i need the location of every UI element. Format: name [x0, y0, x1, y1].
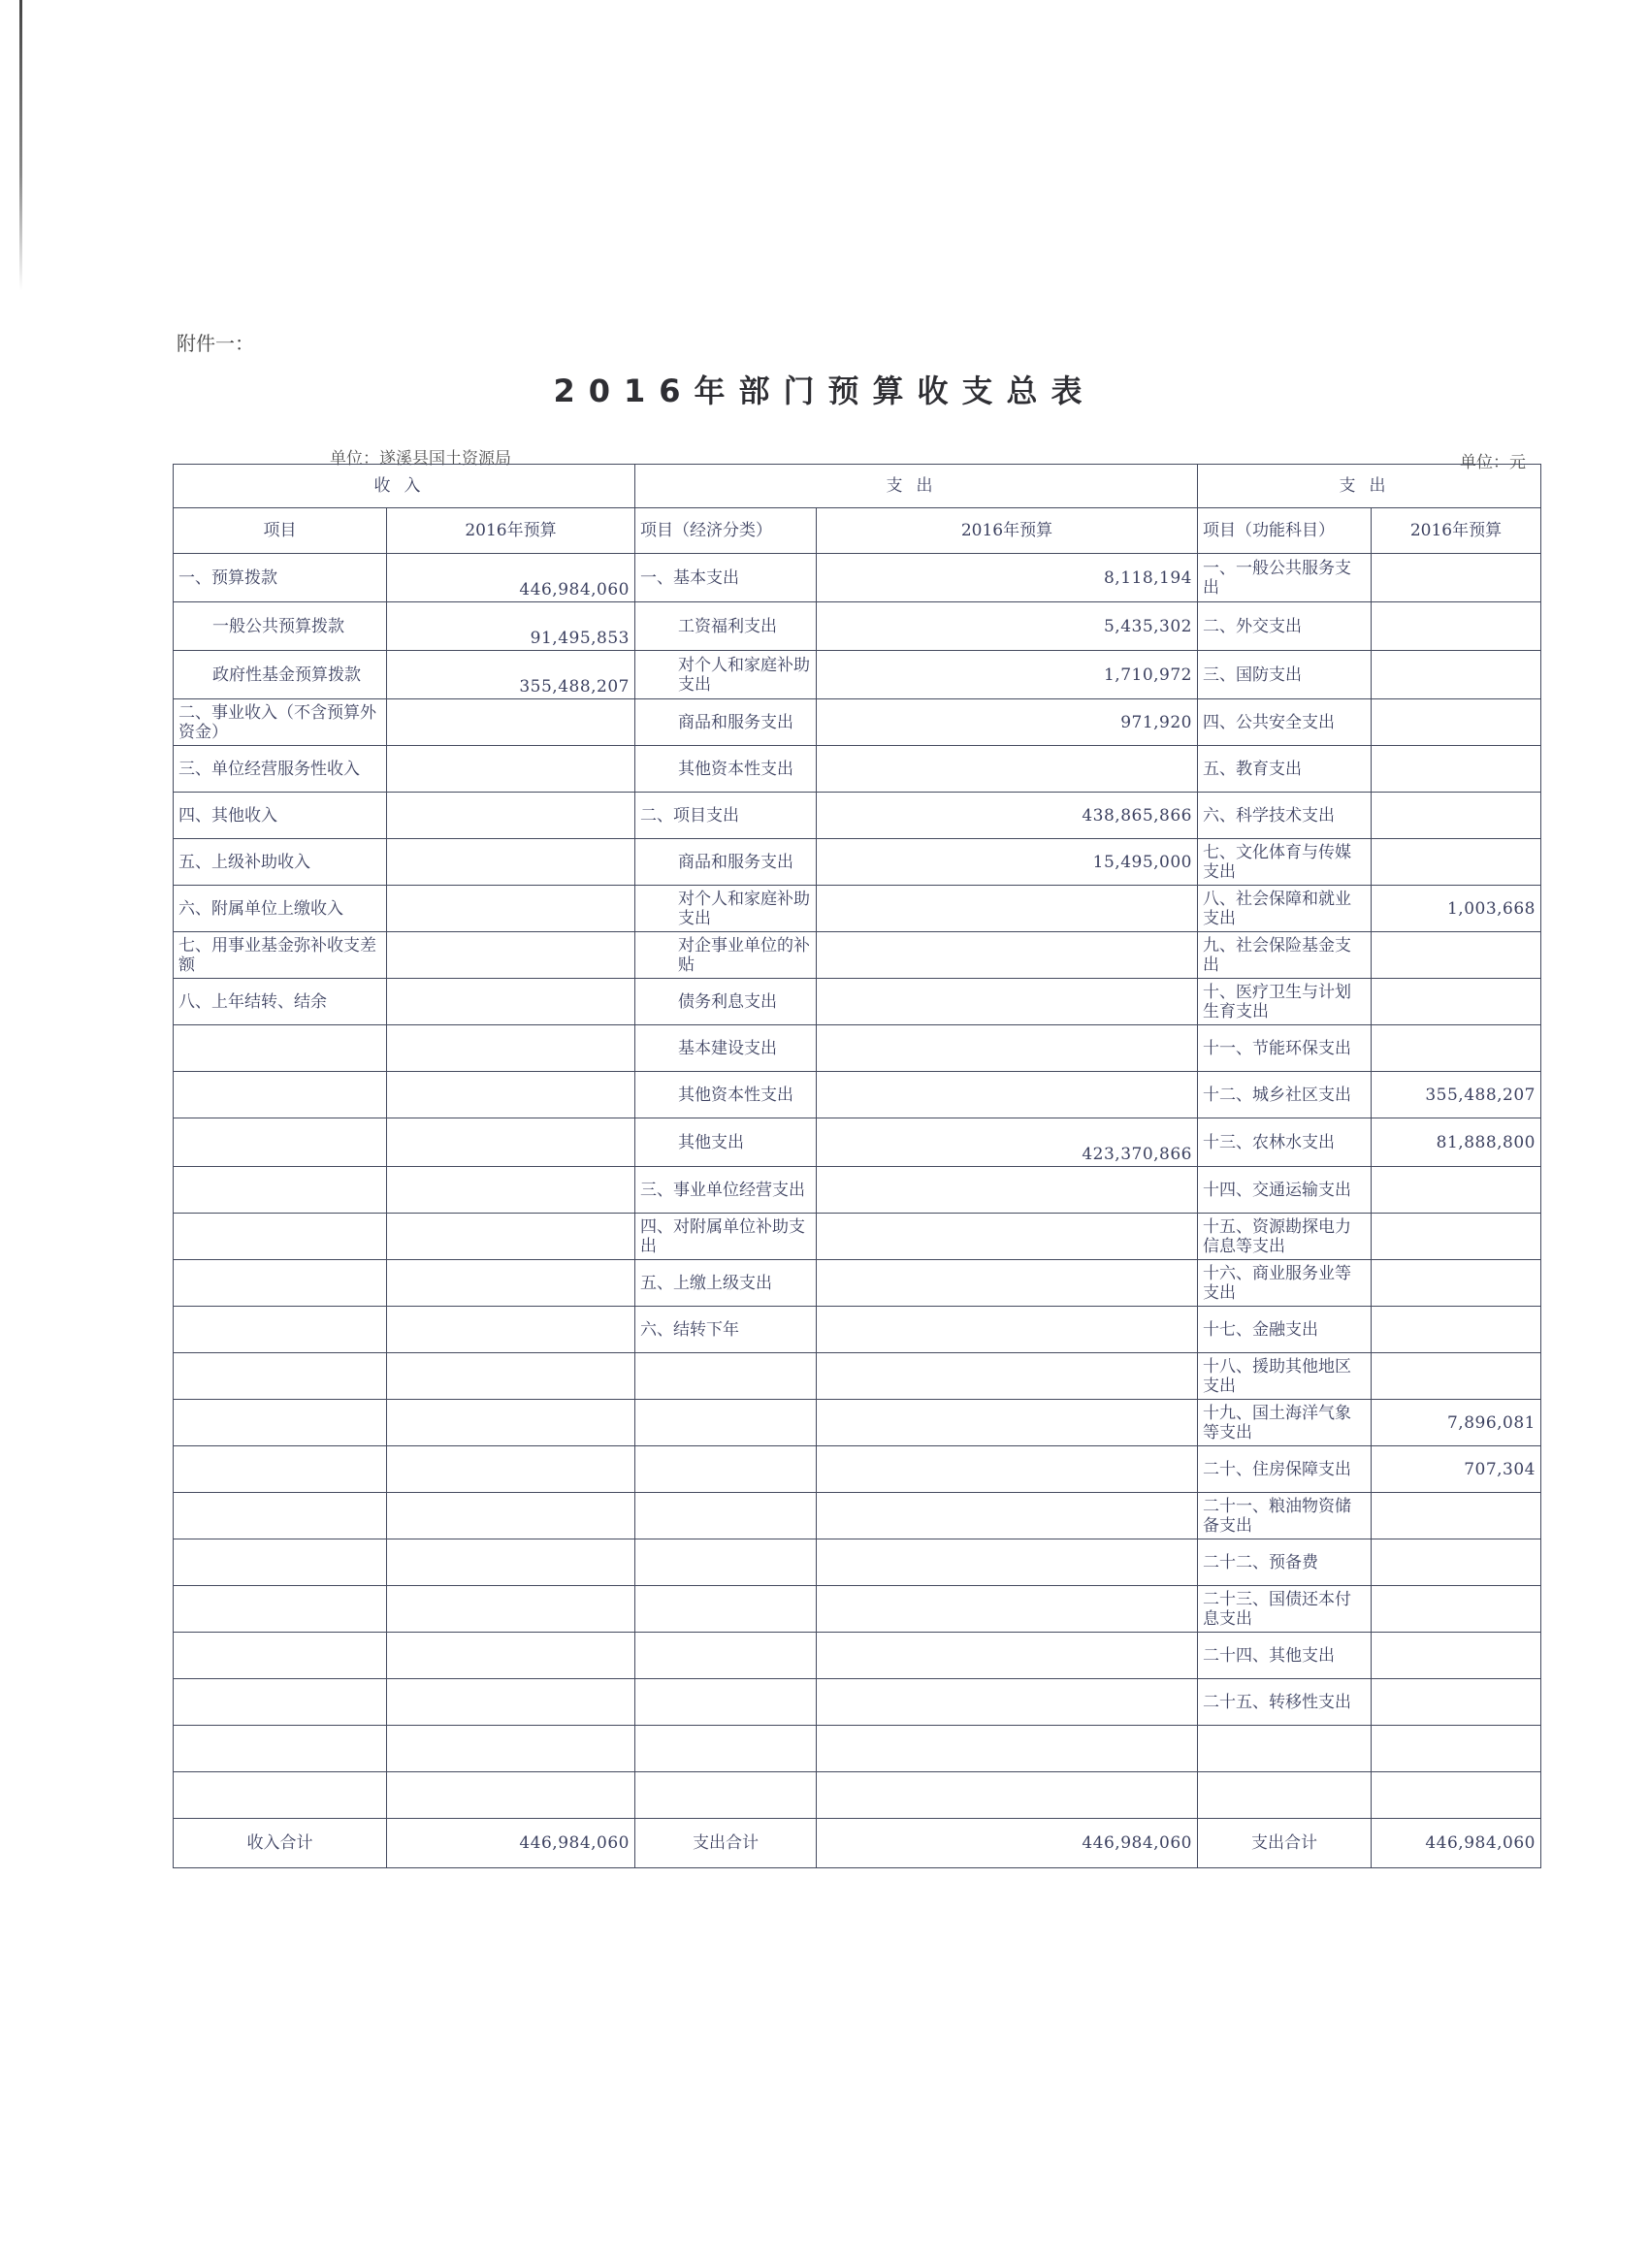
func-item-cell: 十一、节能环保支出 — [1198, 1025, 1372, 1072]
func-item-cell — [1198, 1726, 1372, 1772]
econ-budget-cell — [817, 1307, 1198, 1353]
table-row — [174, 1586, 1541, 1633]
income-budget-cell — [387, 932, 635, 979]
func-budget-cell — [1372, 839, 1541, 886]
table-row — [174, 1260, 1541, 1307]
attachment-label: 附件一： — [177, 332, 254, 355]
econ-item-cell: 二、项目支出 — [635, 793, 817, 839]
func-item-cell: 三、国防支出 — [1198, 651, 1372, 699]
econ-item-cell — [635, 1726, 817, 1772]
table-row — [174, 746, 1541, 793]
func-budget-cell — [1372, 793, 1541, 839]
table-row — [174, 1025, 1541, 1072]
func-item-cell — [1198, 1772, 1372, 1819]
income-budget-cell — [387, 1353, 635, 1400]
income-item-cell — [174, 1726, 387, 1772]
func-budget-cell — [1372, 554, 1541, 602]
income-budget-cell — [387, 1539, 635, 1586]
budget-table — [173, 464, 1541, 1868]
col-income-item: 项目 — [174, 508, 387, 554]
income-budget-cell — [387, 1118, 635, 1167]
income-budget-cell — [387, 1493, 635, 1539]
table-row — [174, 1772, 1541, 1819]
econ-budget-cell — [817, 1214, 1198, 1260]
income-item-cell — [174, 1072, 387, 1118]
func-total-label: 支出合计 — [1198, 1819, 1372, 1868]
func-budget-cell — [1372, 1586, 1541, 1633]
col-func-item: 项目（功能科目） — [1198, 508, 1372, 554]
col-econ-budget: 2016年预算 — [817, 508, 1198, 554]
econ-item-cell: 四、对附属单位补助支出 — [635, 1214, 817, 1260]
econ-budget-cell: 971,920 — [817, 699, 1198, 746]
econ-budget-cell — [817, 1167, 1198, 1214]
econ-budget-cell: 5,435,302 — [817, 602, 1198, 651]
econ-budget-cell — [817, 1539, 1198, 1586]
totals-row — [174, 1819, 1541, 1868]
income-total-value: 446,984,060 — [387, 1819, 635, 1868]
income-budget-cell: 446,984,060 — [387, 554, 635, 602]
func-budget-cell — [1372, 1493, 1541, 1539]
func-budget-cell — [1372, 651, 1541, 699]
econ-budget-cell — [817, 1446, 1198, 1493]
income-budget-cell — [387, 1260, 635, 1307]
econ-item-cell: 对个人和家庭补助支出 — [635, 886, 817, 932]
income-item-cell: 八、上年结转、结余 — [174, 979, 387, 1025]
table-row — [174, 886, 1541, 932]
func-budget-cell: 355,488,207 — [1372, 1072, 1541, 1118]
econ-budget-cell — [817, 746, 1198, 793]
func-item-cell: 七、文化体育与传媒支出 — [1198, 839, 1372, 886]
table-row — [174, 1493, 1541, 1539]
table-row — [174, 1167, 1541, 1214]
func-budget-cell — [1372, 1214, 1541, 1260]
econ-item-cell: 其他资本性支出 — [635, 746, 817, 793]
econ-total-label: 支出合计 — [635, 1819, 817, 1868]
func-budget-cell — [1372, 699, 1541, 746]
func-item-cell: 九、社会保险基金支出 — [1198, 932, 1372, 979]
func-item-cell: 十、医疗卫生与计划生育支出 — [1198, 979, 1372, 1025]
income-item-cell: 政府性基金预算拨款 — [174, 651, 387, 699]
income-item-cell — [174, 1353, 387, 1400]
func-item-cell: 四、公共安全支出 — [1198, 699, 1372, 746]
econ-budget-cell: 15,495,000 — [817, 839, 1198, 886]
func-item-cell: 五、教育支出 — [1198, 746, 1372, 793]
income-item-cell — [174, 1400, 387, 1446]
econ-budget-cell — [817, 1586, 1198, 1633]
table-row — [174, 1400, 1541, 1446]
econ-item-cell — [635, 1400, 817, 1446]
income-item-cell — [174, 1260, 387, 1307]
income-item-cell: 一、预算拨款 — [174, 554, 387, 602]
econ-budget-cell: 438,865,866 — [817, 793, 1198, 839]
income-budget-cell — [387, 699, 635, 746]
func-budget-cell: 81,888,800 — [1372, 1118, 1541, 1167]
income-item-cell — [174, 1446, 387, 1493]
income-item-cell: 六、附属单位上缴收入 — [174, 886, 387, 932]
unit-currency: 单位：元 — [1460, 453, 1526, 472]
func-item-cell: 十三、农林水支出 — [1198, 1118, 1372, 1167]
econ-budget-cell — [817, 1679, 1198, 1726]
econ-budget-cell — [817, 1633, 1198, 1679]
income-budget-cell — [387, 1772, 635, 1819]
income-item-cell: 四、其他收入 — [174, 793, 387, 839]
income-budget-cell — [387, 1167, 635, 1214]
func-item-cell: 二十五、转移性支出 — [1198, 1679, 1372, 1726]
func-item-cell: 二、外交支出 — [1198, 602, 1372, 651]
func-item-cell: 一、一般公共服务支出 — [1198, 554, 1372, 602]
table-row — [174, 1679, 1541, 1726]
income-item-cell — [174, 1025, 387, 1072]
econ-budget-cell — [817, 1260, 1198, 1307]
unit-organization: 单位：遂溪县国土资源局 — [330, 449, 511, 469]
econ-item-cell — [635, 1679, 817, 1726]
col-econ-item: 项目（经济分类） — [635, 508, 817, 554]
func-budget-cell: 707,304 — [1372, 1446, 1541, 1493]
col-income-budget: 2016年预算 — [387, 508, 635, 554]
econ-budget-cell — [817, 1726, 1198, 1772]
income-item-cell — [174, 1679, 387, 1726]
income-budget-cell — [387, 1446, 635, 1493]
econ-item-cell: 工资福利支出 — [635, 602, 817, 651]
econ-item-cell: 一、基本支出 — [635, 554, 817, 602]
table-row — [174, 1118, 1541, 1167]
table-row — [174, 1072, 1541, 1118]
econ-budget-cell — [817, 932, 1198, 979]
income-budget-cell — [387, 1726, 635, 1772]
econ-item-cell: 商品和服务支出 — [635, 699, 817, 746]
econ-budget-cell — [817, 979, 1198, 1025]
income-budget-cell — [387, 839, 635, 886]
econ-item-cell — [635, 1633, 817, 1679]
func-budget-cell: 1,003,668 — [1372, 886, 1541, 932]
econ-item-cell: 三、事业单位经营支出 — [635, 1167, 817, 1214]
income-budget-cell — [387, 979, 635, 1025]
table-row — [174, 1214, 1541, 1260]
econ-item-cell: 商品和服务支出 — [635, 839, 817, 886]
col-func-budget: 2016年预算 — [1372, 508, 1541, 554]
func-budget-cell: 7,896,081 — [1372, 1400, 1541, 1446]
page-title: 2016年部门预算收支总表 — [553, 373, 1096, 409]
func-item-cell: 十五、资源勘探电力信息等支出 — [1198, 1214, 1372, 1260]
header-income: 收入 — [174, 465, 635, 508]
econ-item-cell: 对个人和家庭补助支出 — [635, 651, 817, 699]
func-item-cell: 十二、城乡社区支出 — [1198, 1072, 1372, 1118]
income-item-cell — [174, 1539, 387, 1586]
func-item-cell: 十六、商业服务业等支出 — [1198, 1260, 1372, 1307]
func-budget-cell — [1372, 1167, 1541, 1214]
income-budget-cell — [387, 1400, 635, 1446]
econ-budget-cell — [817, 1025, 1198, 1072]
income-item-cell: 七、用事业基金弥补收支差额 — [174, 932, 387, 979]
header-row-groups — [174, 465, 1541, 508]
func-item-cell: 十八、援助其他地区支出 — [1198, 1353, 1372, 1400]
func-item-cell: 八、社会保障和就业支出 — [1198, 886, 1372, 932]
table-row — [174, 1353, 1541, 1400]
econ-budget-cell — [817, 886, 1198, 932]
income-item-cell: 三、单位经营服务性收入 — [174, 746, 387, 793]
func-budget-cell — [1372, 1025, 1541, 1072]
income-item-cell: 二、事业收入（不含预算外资金） — [174, 699, 387, 746]
func-item-cell: 二十一、粮油物资储备支出 — [1198, 1493, 1372, 1539]
income-item-cell — [174, 1493, 387, 1539]
table-row — [174, 1726, 1541, 1772]
income-item-cell — [174, 1586, 387, 1633]
table-row — [174, 1633, 1541, 1679]
table-row — [174, 793, 1541, 839]
func-budget-cell — [1372, 746, 1541, 793]
income-item-cell: 五、上级补助收入 — [174, 839, 387, 886]
table-row — [174, 979, 1541, 1025]
func-item-cell: 二十三、国债还本付息支出 — [1198, 1586, 1372, 1633]
econ-budget-cell — [817, 1072, 1198, 1118]
table-row — [174, 1307, 1541, 1353]
econ-item-cell: 五、上缴上级支出 — [635, 1260, 817, 1307]
income-item-cell: 一般公共预算拨款 — [174, 602, 387, 651]
income-item-cell — [174, 1118, 387, 1167]
table-row — [174, 699, 1541, 746]
econ-budget-cell — [817, 1353, 1198, 1400]
func-budget-cell — [1372, 1260, 1541, 1307]
income-item-cell — [174, 1307, 387, 1353]
func-item-cell: 十四、交通运输支出 — [1198, 1167, 1372, 1214]
econ-item-cell — [635, 1353, 817, 1400]
table-row — [174, 1446, 1541, 1493]
table-row — [174, 839, 1541, 886]
econ-budget-cell — [817, 1772, 1198, 1819]
econ-item-cell — [635, 1586, 817, 1633]
func-item-cell: 二十、住房保障支出 — [1198, 1446, 1372, 1493]
income-item-cell — [174, 1633, 387, 1679]
income-budget-cell — [387, 793, 635, 839]
econ-budget-cell — [817, 1400, 1198, 1446]
income-budget-cell — [387, 886, 635, 932]
econ-item-cell: 六、结转下年 — [635, 1307, 817, 1353]
func-item-cell: 十九、国土海洋气象等支出 — [1198, 1400, 1372, 1446]
func-budget-cell — [1372, 1726, 1541, 1772]
income-budget-cell — [387, 1679, 635, 1726]
func-budget-cell — [1372, 979, 1541, 1025]
income-budget-cell — [387, 1072, 635, 1118]
econ-item-cell — [635, 1772, 817, 1819]
econ-budget-cell — [817, 1493, 1198, 1539]
econ-item-cell: 债务利息支出 — [635, 979, 817, 1025]
func-budget-cell — [1372, 932, 1541, 979]
func-budget-cell — [1372, 1539, 1541, 1586]
table-row — [174, 932, 1541, 979]
func-item-cell: 二十四、其他支出 — [1198, 1633, 1372, 1679]
econ-item-cell — [635, 1446, 817, 1493]
econ-budget-cell: 1,710,972 — [817, 651, 1198, 699]
income-budget-cell — [387, 1586, 635, 1633]
econ-item-cell: 其他支出 — [635, 1118, 817, 1167]
func-item-cell: 二十二、预备费 — [1198, 1539, 1372, 1586]
econ-budget-cell: 423,370,866 — [817, 1118, 1198, 1167]
scan-edge-shadow — [19, 0, 22, 291]
income-item-cell — [174, 1167, 387, 1214]
table-row — [174, 651, 1541, 699]
econ-item-cell: 其他资本性支出 — [635, 1072, 817, 1118]
income-item-cell — [174, 1214, 387, 1260]
income-item-cell — [174, 1772, 387, 1819]
func-budget-cell — [1372, 1633, 1541, 1679]
header-expense-functional: 支出 — [1198, 465, 1541, 508]
income-budget-cell — [387, 1633, 635, 1679]
func-budget-cell — [1372, 1353, 1541, 1400]
econ-item-cell — [635, 1493, 817, 1539]
income-budget-cell — [387, 746, 635, 793]
econ-item-cell — [635, 1539, 817, 1586]
income-total-label: 收入合计 — [174, 1819, 387, 1868]
econ-item-cell: 基本建设支出 — [635, 1025, 817, 1072]
table-row — [174, 602, 1541, 651]
econ-total-value: 446,984,060 — [817, 1819, 1198, 1868]
income-budget-cell: 91,495,853 — [387, 602, 635, 651]
func-budget-cell — [1372, 1772, 1541, 1819]
header-expense-economic: 支出 — [635, 465, 1198, 508]
func-item-cell: 十七、金融支出 — [1198, 1307, 1372, 1353]
income-budget-cell: 355,488,207 — [387, 651, 635, 699]
func-budget-cell — [1372, 1679, 1541, 1726]
table-row — [174, 1539, 1541, 1586]
income-budget-cell — [387, 1214, 635, 1260]
func-budget-cell — [1372, 602, 1541, 651]
econ-budget-cell: 8,118,194 — [817, 554, 1198, 602]
func-total-value: 446,984,060 — [1372, 1819, 1541, 1868]
econ-item-cell: 对企事业单位的补贴 — [635, 932, 817, 979]
header-row-columns — [174, 508, 1541, 554]
table-row — [174, 554, 1541, 602]
func-budget-cell — [1372, 1307, 1541, 1353]
income-budget-cell — [387, 1025, 635, 1072]
func-item-cell: 六、科学技术支出 — [1198, 793, 1372, 839]
income-budget-cell — [387, 1307, 635, 1353]
